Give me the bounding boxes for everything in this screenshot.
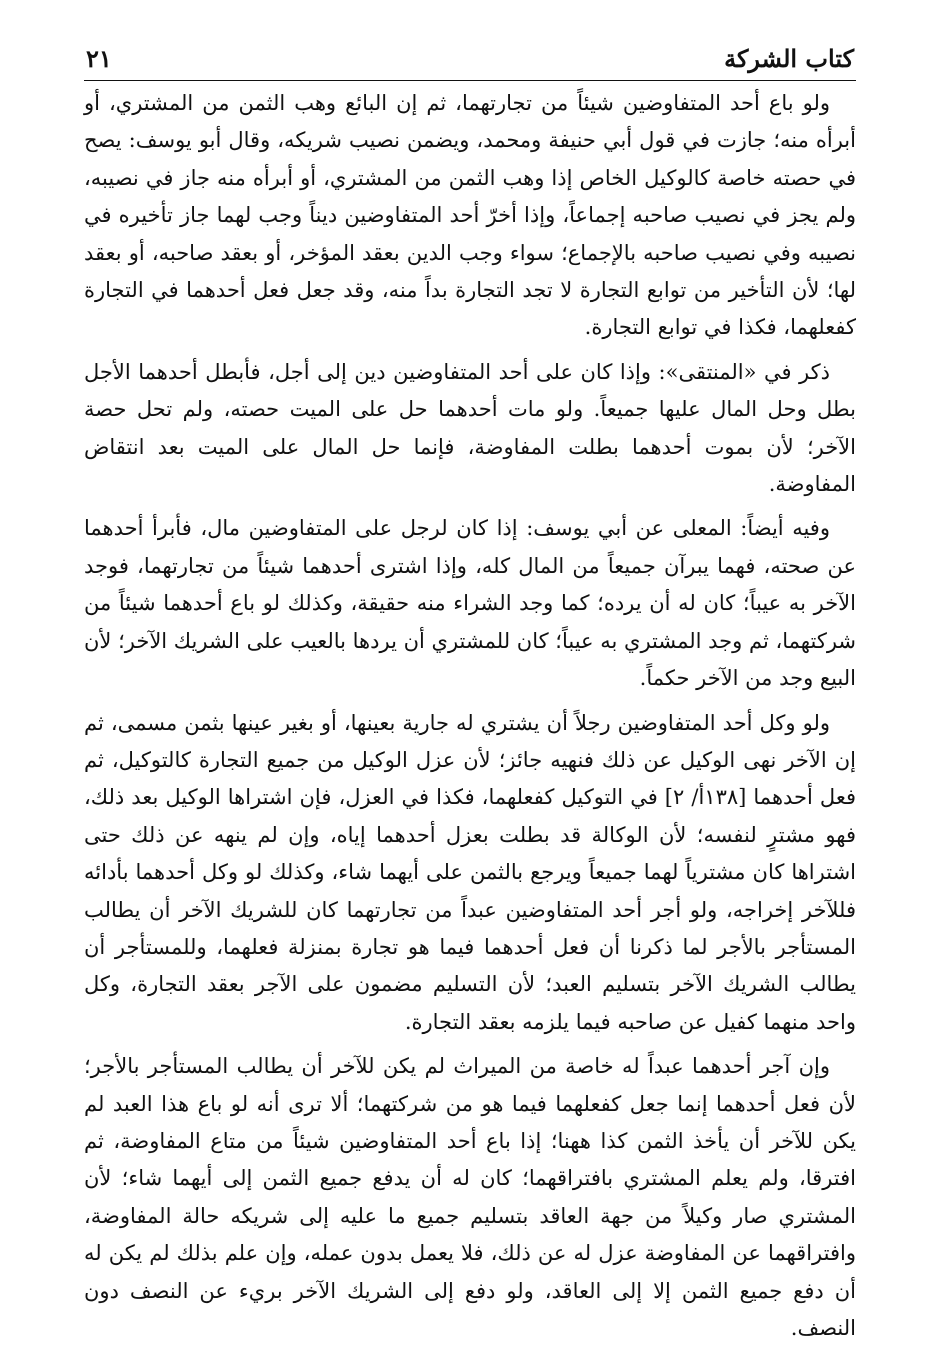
book-page: [84, 30, 856, 1350]
header-rule: [84, 80, 856, 81]
running-header: [84, 30, 856, 80]
paragraph-5: وإن آجر أحدهما عبداً له خاصة من الميراث لم يكن للآخر أن يطالب المستأجر بالأجر؛ لأن فعل أحدهما إنما جعل كفعلهما فيما هو من شركتهما؛ ألا ترى أنه لو باع هذا العبد لم يكن للآخر أن يأخذ الثمن كذا ههنا؛ إذا باع أحد المتفاوضين شيئاً من متاع المفاوضة، ثم افترقا، ولم يعلم المشتري بافتراقهما؛ كان له أن يدفع جميع الثمن إلى أيهما شاء؛ لأن المشتري صار وكيلاً من جهة العاقد بتسليم جميع ما عليه إلى شريكه حالة المفاوضة، وافتراقهما عن المفاوضة عزل له عن ذلك، فلا يعمل بدون عمله، وإن علم بذلك لم يكن له أن دفع جميع الثمن إلا إلى العاقد، ولو دفع إلى الشريك الآخر بريء عن النصف دون النصف.: [84, 1054, 856, 1340]
page-number: ٢١: [86, 44, 112, 73]
paragraph-4: ولو وكل أحد المتفاوضين رجلاً أن يشتري له جارية بعينها، أو بغير عينها بثمن مسمى، ثم إن الآخر نهى الوكيل عن ذلك فنهيه جائز؛ لأن عزل الوكيل من جميع التجارة كالتوكيل، ثم فعل أحدهما [١٣٨أ/ ٢] في التوكيل كفعلهما، فكذا في العزل، فإن اشتراها الوكيل بعد ذلك، فهو مشترٍ لنفسه؛ لأن الوكالة قد بطلت بعزل أحدهما إياه، وإن لم ينهه عن ذلك حتى اشتراها كان مشترياً لهما جميعاً ويرجع بالثمن على أيهما شاء، وكذلك لو وكل أحدهما بأدائه فللآخر إخراجه، ولو أجر أحد المتفاوضين عبداً من تجارتهما كان للشريك الآخر أن يطالب المستأجر بالأجر لما ذكرنا أن فعل أحدهما فيما هو تجارة بمنزلة فعلهما، وللمستأجر أن يطالب الشريك الآخر بتسليم العبد؛ لأن التسليم مضمون على الآجر بعقد التجارة، وكل واحد منهما كفيل عن صاحبه فيما يلزمه بعقد التجارة.: [84, 710, 857, 1034]
page-body: [84, 85, 856, 1347]
book-title: كتاب الشركة: [724, 44, 854, 73]
paragraph-1: ولو باع أحد المتفاوضين شيئاً من تجارتهما، ثم إن البائع وهب الثمن من المشتري، أو أبرأه منه؛ جازت في قول أبي حنيفة ومحمد، ويضمن نصيب شريكه، وقال أبو يوسف: يصح في حصته خاصة كالوكيل الخاص إذا وهب الثمن من المشتري، أو أبرأه منه جاز في نصيبه، ولم يجز في نصيب صاحبه إجماعاً، وإذا أخرّ أحد المتفاوضين ديناً وجب لهما جاز تأخيره في نصيبه وفي نصيب صاحبه بالإجماع؛ سواء وجب الدين بعقد المؤخر، أو بعقد صاحبه، أو بعقد لها؛ لأن التأخير من توابع التجارة لا تجد التجارة بداً منه، وقد جعل فعل أحدهما في التجارة كفعلهما، فكذا في توابع التجارة.: [84, 91, 857, 340]
paragraph-2: ذكر في «المنتقى»: وإذا كان على أحد المتفاوضين دين إلى أجل، فأبطل أحدهما الأجل بطل وحل المال عليها جميعاً. ولو مات أحدهما حل على الميت حصته، ولم تحل حصة الآخر؛ لأن بموت أحدهما بطلت المفاوضة، فإنما حل المال على الميت بعد انتقاض المفاوضة.: [84, 359, 856, 497]
paragraph-3: وفيه أيضاً: المعلى عن أبي يوسف: إذا كان لرجل على المتفاوضين مال، فأبرأ أحدهما عن صحته، فهما يبرآن جميعاً من المال كله، وإذا اشترى أحدهما شيئاً من تجارتهما، فوجد الآخر به عيباً؛ كان له أن يرده؛ كما وجد الشراء منه حقيقة، وكذلك لو باع أحدهما شيئاً من شركتهما، ثم وجد المشتري به عيباً؛ كان للمشتري أن يردها بالعيب على الشريك الآخر؛ لأن البيع وجد من الآخر حكماً.: [84, 516, 856, 691]
